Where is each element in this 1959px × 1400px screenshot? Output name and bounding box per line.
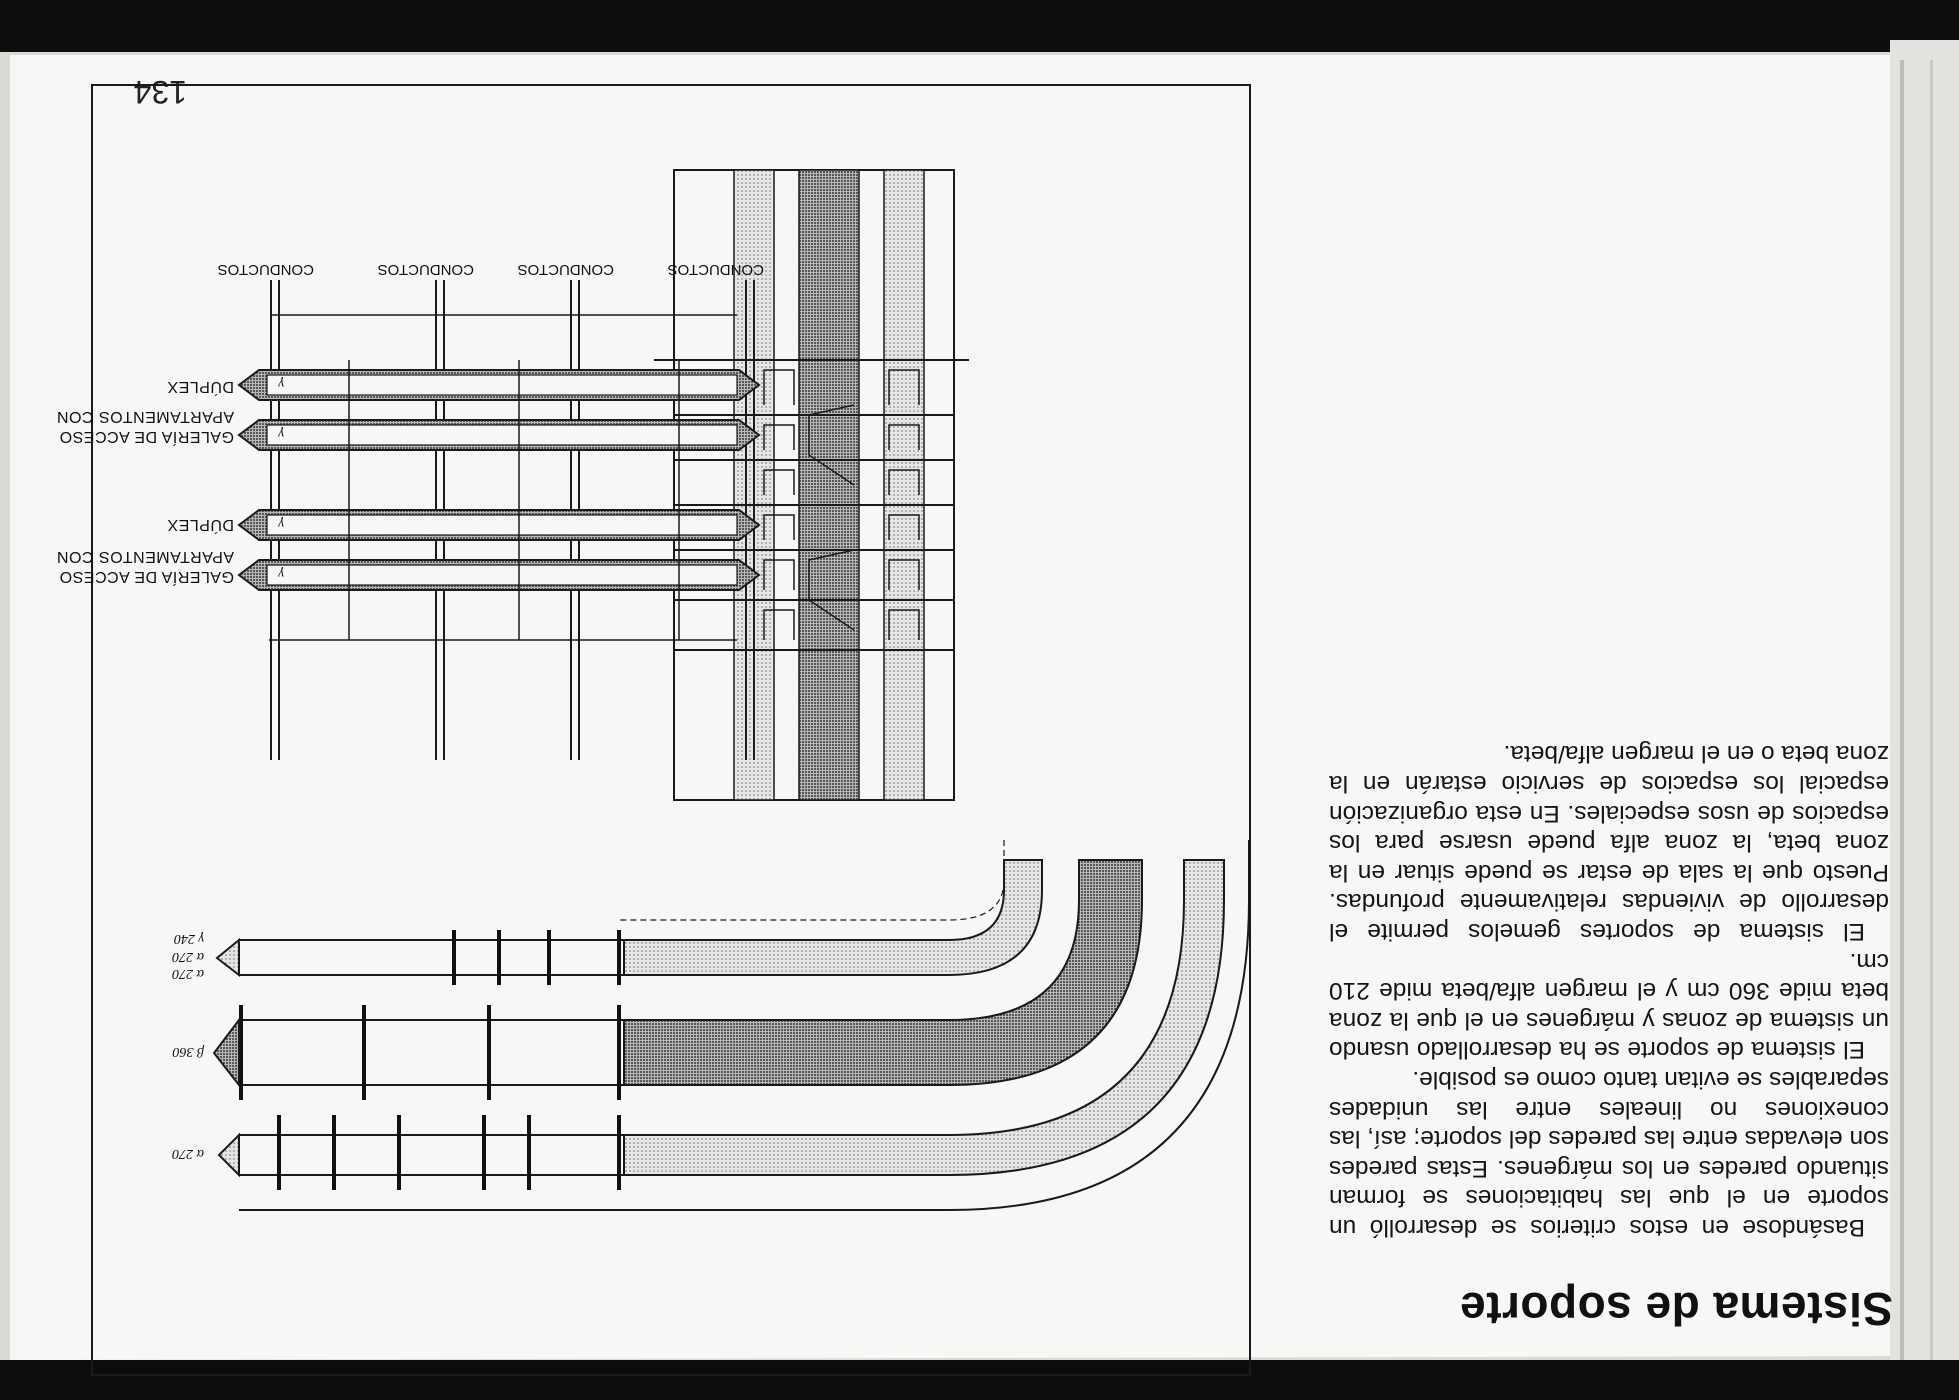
row-mark-4: γ: [278, 376, 284, 391]
row-label-1-line-1: GALERÍA DE ACCESO: [59, 568, 234, 585]
zone-label-alpha-270: α 270: [172, 1146, 204, 1161]
conduit-label-1: CONDUCTOS: [667, 261, 764, 278]
conduit-label-3: CONDUCTOS: [377, 261, 474, 278]
row-label-2-line-1: DÚPLEX: [166, 516, 234, 533]
row-label-3-line-2: APARTAMENTOS CON: [56, 408, 234, 425]
zone-label-beta-360: β 360: [172, 1044, 204, 1059]
zone-strips: [214, 930, 624, 1190]
paragraph-2: El sistema de soporte se ha desarrollado usando un sistema de zonas y márgenes en el que la zona beta mide 360 cm y el margen alfa/beta mide 210 cm.: [1329, 947, 1889, 1064]
page-title: Sistema de soporte: [1459, 1283, 1893, 1335]
paragraph-3: El sistema de soportes gemelos permite el desarrollo de viviendas relativamente profundas. Puesto que la sala de estar se puede situar en la zona beta, la zona alfa puede usarse para los espacios de usos especiales. En esta organización espacial los espacios de servicio estarán en la zona beta o en el margen alfa/beta.: [1329, 740, 1889, 946]
row-label-1-line-2: APARTAMENTOS CON: [56, 548, 234, 565]
zone-label-gamma-240: γ 240: [173, 931, 204, 946]
paragraph-1: Basándose en estos criterios se desarrolló un soporte en el que las habitaciones se forman situando paredes en los márgenes. Estas paredes son elevadas entre las paredes del soporte; así, las conexiones no lineales entre las unidades separables se evitan tanto como es posible.: [1329, 1066, 1889, 1241]
section-rows: [239, 280, 759, 760]
drawing-frame: [92, 85, 1250, 1375]
conduit-label-2: CONDUCTOS: [517, 261, 614, 278]
conduit-label-4: CONDUCTOS: [217, 261, 314, 278]
row-mark-2: γ: [278, 516, 284, 531]
row-mark-3: γ: [278, 426, 284, 441]
row-label-3-line-1: GALERÍA DE ACCESO: [59, 428, 234, 445]
zone-label-alpha-270-b: α 270: [172, 966, 204, 981]
row-label-4-line-1: DÚPLEX: [166, 378, 234, 395]
page-number: 134: [133, 74, 187, 110]
row-mark-1: γ: [278, 566, 284, 581]
zone-label-alpha-270-c: α 270: [172, 949, 204, 964]
